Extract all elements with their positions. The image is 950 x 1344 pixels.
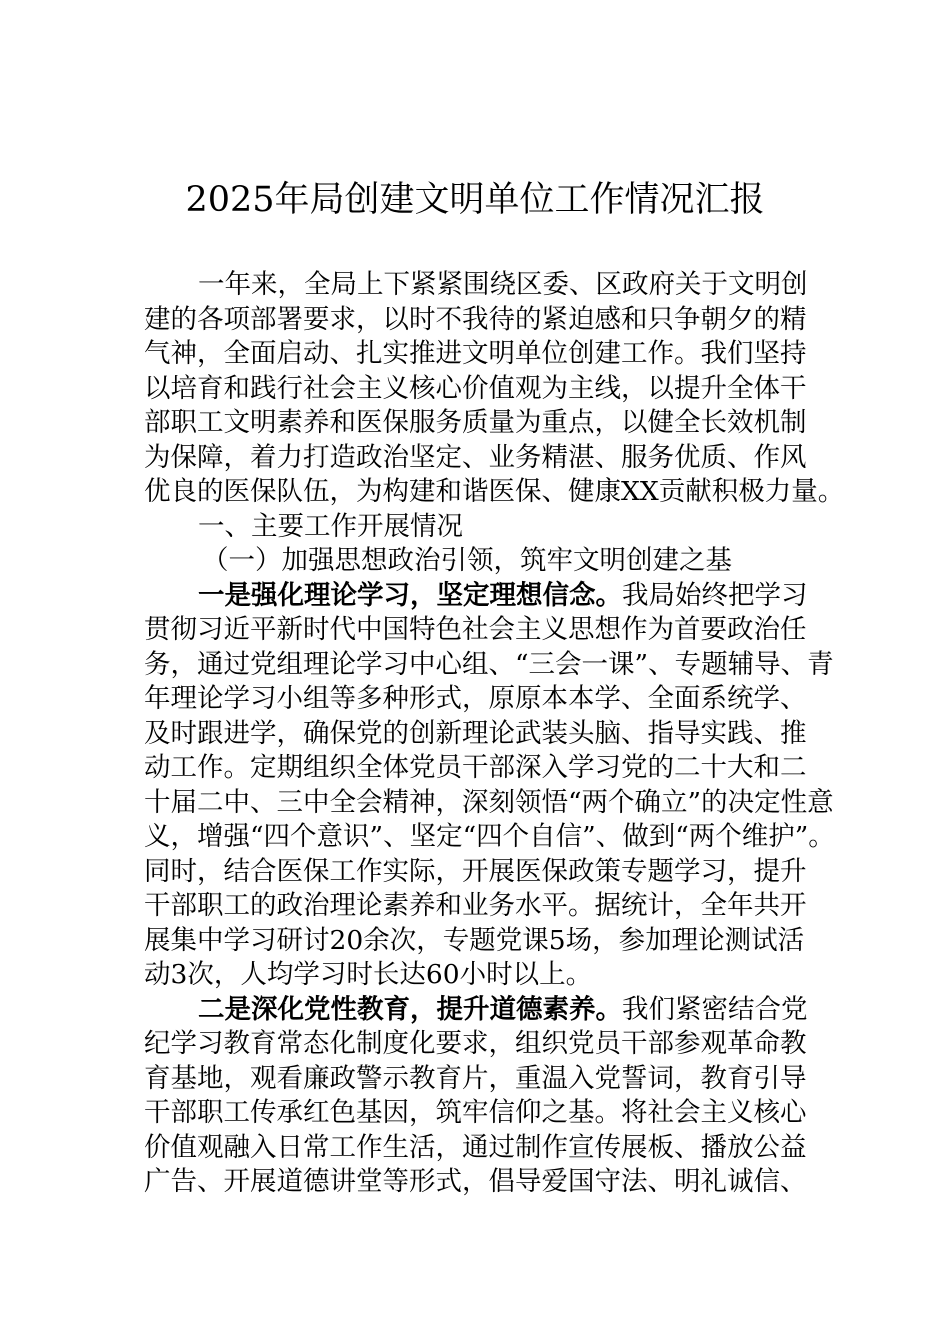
text-line: 年理论学习小组等多种形式，原原本本学、全面系统学、 (144, 683, 807, 714)
text-line: 十届二中、三中全会精神，深刻领悟“两个确立”的决定性意 (144, 786, 834, 818)
text-span: 我局始终把学习 (622, 579, 808, 611)
subsection-heading: （一）加强思想政治引领，筑牢文明创建之基 (202, 545, 732, 576)
text-line: 为保障，着力打造政治坚定、业务精湛、服务优质、作风 (144, 441, 807, 473)
text-line: 动工作。定期组织全体党员干部深入学习党的二十大和二 (144, 752, 807, 783)
text-line: 同时，结合医保工作实际，开展医保政策专题学习，提升 (144, 855, 807, 887)
text-line (144, 579, 814, 614)
section-heading: 一、主要工作开展情况 (198, 510, 463, 542)
paragraph-lead: 一是强化理论学习，坚定理想信念。 (198, 579, 622, 611)
text-line: 气神，全面启动、扎实推进文明单位创建工作。我们坚持 (144, 338, 807, 369)
text-line (144, 993, 814, 1028)
text-line: 建的各项部署要求，以时不我待的紧迫感和只争朝夕的精 (144, 303, 807, 335)
text-line: 广告、开展道德讲堂等形式，倡导爱国守法、明礼诚信、 (144, 1166, 807, 1197)
text-line: 义，增强“四个意识”、坚定“四个自信”、做到“两个维护”。 (144, 821, 835, 852)
text-line: 及时跟进学，确保党的创新理论武装头脑、指导实践、推 (144, 717, 807, 749)
text-line: 务，通过党组理论学习中心组、“三会一课”、专题辅导、青 (144, 648, 834, 680)
text-line: 贯彻习近平新时代中国特色社会主义思想作为首要政治任 (144, 614, 807, 645)
text-line: 一年来，全局上下紧紧围绕区委、区政府关于文明创 (198, 269, 808, 300)
text-line: 干部职工的政治理论素养和业务水平。据统计，全年共开 (144, 890, 807, 921)
text-line: 价值观融入日常工作生活，通过制作宣传展板、播放公益 (144, 1131, 807, 1163)
text-line: 动3次，人均学习时长达60小时以上。 (144, 959, 593, 990)
text-line: 干部职工传承红色基因，筑牢信仰之基。将社会主义核心 (144, 1097, 807, 1128)
paragraph-theory-study (144, 579, 835, 993)
text-span: 我们紧密结合党 (622, 993, 808, 1025)
intro-paragraph (144, 268, 845, 510)
text-line: 以培育和践行社会主义核心价值观为主线，以提升全体干 (144, 372, 807, 404)
text-line: 纪学习教育常态化制度化要求，组织党员干部参观革命教 (144, 1028, 807, 1059)
paragraph-lead: 二是深化党性教育，提升道德素养。 (198, 993, 622, 1025)
text-line: 优良的医保队伍，为构建和谐医保、健康XX贡献积极力量。 (144, 476, 845, 507)
document-body (144, 268, 845, 1200)
document-title: 2025年局创建文明单位工作情况汇报 (185, 180, 765, 220)
text-line: 育基地，观看廉政警示教育片，重温入党誓词，教育引导 (144, 1062, 807, 1094)
paragraph-party-education (144, 993, 814, 1200)
text-line: 展集中学习研讨20余次，专题党课5场，参加理论测试活 (144, 924, 805, 956)
text-line: 部职工文明素养和医保服务质量为重点，以健全长效机制 (144, 407, 807, 438)
